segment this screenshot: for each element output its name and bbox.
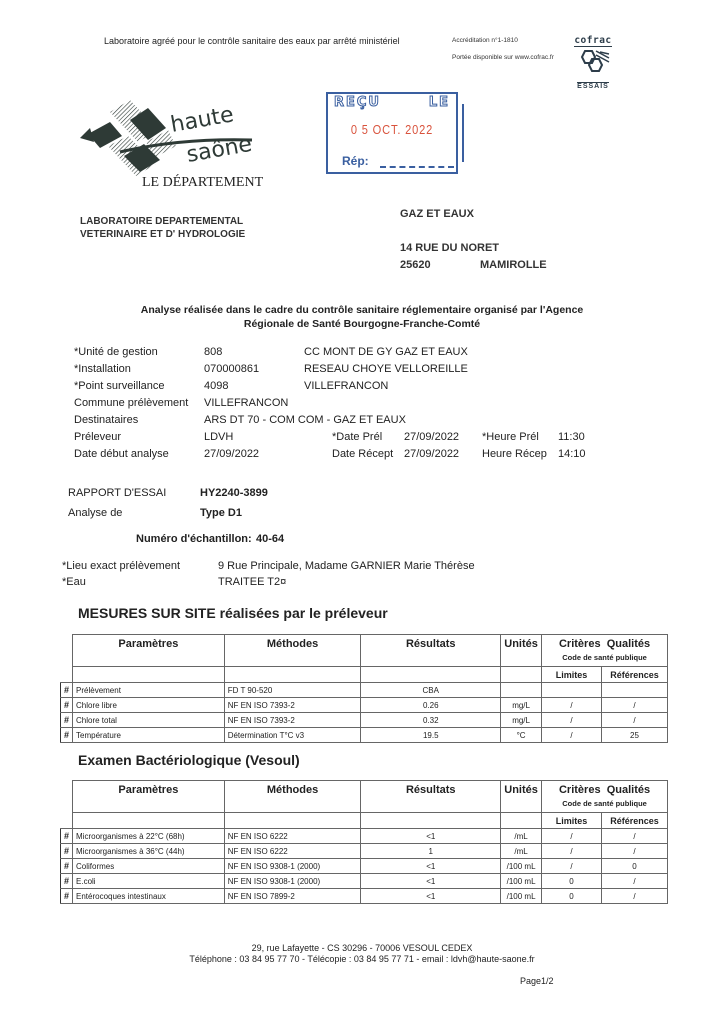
param-cell: Coliformes xyxy=(73,859,225,874)
value-code: 808 xyxy=(204,346,223,358)
row-marker: # xyxy=(61,889,73,904)
param-cell: Microorganismes à 36°C (44h) xyxy=(73,844,225,859)
cofrac-essais-label: ESSAIS xyxy=(577,83,609,90)
value: HY2240-3899 xyxy=(200,487,268,499)
param-cell: Chlore total xyxy=(73,713,225,728)
header-limites: Limites xyxy=(542,667,602,683)
ref-cell xyxy=(602,683,668,698)
result-cell: <1 xyxy=(361,874,501,889)
param-cell: Prélèvement xyxy=(73,683,225,698)
value: ARS DT 70 - COM COM - GAZ ET EAUX xyxy=(204,414,406,426)
logo-department-label: LE DÉPARTEMENT xyxy=(142,175,264,190)
label: *Lieu exact prélèvement xyxy=(62,560,181,572)
recipient-street: 14 RUE DU NORET xyxy=(400,242,500,254)
bacterio-title: Examen Bactériologique (Vesoul) xyxy=(78,752,300,768)
heure-prel-value: 11:30 xyxy=(558,431,585,443)
param-cell: Température xyxy=(73,728,225,743)
header-methodes: Méthodes xyxy=(224,635,361,667)
site-measures-table xyxy=(60,634,668,743)
header-references: Références xyxy=(601,813,667,829)
unit-cell: /100 mL xyxy=(501,889,542,904)
heure-prel-label: *Heure Prél xyxy=(482,431,539,443)
table-header-row xyxy=(61,635,668,667)
heure-recep-label: Heure Récep xyxy=(482,448,547,460)
value: LDVH xyxy=(204,431,234,443)
stamp-title-le: LE xyxy=(428,95,450,110)
ref-cell: / xyxy=(602,713,668,728)
label: *Eau xyxy=(62,576,86,588)
value: 9 Rue Principale, Madame GARNIER Marie Thérèse xyxy=(218,560,475,572)
method-cell: FD T 90-520 xyxy=(224,683,361,698)
row-marker: # xyxy=(61,698,73,713)
footer-address: 29, rue Lafayette - CS 30296 - 70006 VESOUL CEDEX xyxy=(251,943,473,953)
haute-saone-logo xyxy=(80,100,280,195)
unit-cell: mg/L xyxy=(501,713,542,728)
method-cell: NF EN ISO 6222 xyxy=(224,844,361,859)
header-references: Références xyxy=(602,667,668,683)
stamp-date: 0 5 OCT. 2022 xyxy=(350,122,434,137)
label: *Installation xyxy=(74,363,131,375)
result-cell: CBA xyxy=(361,683,501,698)
accreditation-number: Accréditation n°1-1810 xyxy=(452,37,518,44)
value: 27/09/2022 xyxy=(204,448,260,460)
cofrac-brand: cofrac xyxy=(574,35,612,46)
result-cell: 19.5 xyxy=(361,728,501,743)
table-header-row xyxy=(61,781,668,813)
label: Numéro d'échantillon: xyxy=(136,533,252,545)
accreditation-statement: Laboratoire agréé pour le contrôle sanitaire des eaux par arrêté ministériel xyxy=(104,36,400,46)
table-subheader-row xyxy=(61,667,668,683)
label: Destinataires xyxy=(74,414,139,426)
laboratory-name-line1: LABORATOIRE DEPARTEMENTAL xyxy=(80,216,244,227)
param-cell: Entérocoques intestinaux xyxy=(73,889,225,904)
footer xyxy=(0,943,724,965)
param-cell: E.coli xyxy=(73,874,225,889)
table-row xyxy=(61,859,668,874)
value: 40-64 xyxy=(256,533,285,545)
svg-text:saône: saône xyxy=(184,131,254,168)
value: VILLEFRANCON xyxy=(204,397,289,409)
recipient-postal-code: 25620 xyxy=(400,259,431,271)
limit-cell: / xyxy=(542,713,602,728)
method-cell: NF EN ISO 6222 xyxy=(224,829,361,844)
cofrac-logo xyxy=(568,30,618,93)
ref-cell: / xyxy=(601,889,667,904)
row-marker: # xyxy=(61,713,73,728)
unit-cell: /100 mL xyxy=(501,859,542,874)
date-recept-label: Date Récept xyxy=(332,448,394,460)
label: Date début analyse xyxy=(74,448,169,460)
table-row xyxy=(61,713,668,728)
intro-line1: Analyse réalisée dans le cadre du contrôle sanitaire réglementaire organisé par l'Agence xyxy=(140,304,584,316)
header-unites: Unités xyxy=(501,635,542,667)
footer-contact: Téléphone : 03 84 95 77 70 - Télécopie : 03 84 95 77 71 - email : ldvh@haute-saone.fr xyxy=(189,954,535,964)
ref-cell: / xyxy=(601,829,667,844)
limit-cell: / xyxy=(542,728,602,743)
table-row xyxy=(61,683,668,698)
value: Type D1 xyxy=(200,507,242,519)
header-criteres: Critères xyxy=(558,638,601,650)
result-cell: <1 xyxy=(361,859,501,874)
label: Analyse de xyxy=(68,507,123,519)
unit-cell: mg/L xyxy=(501,698,542,713)
label: *Unité de gestion xyxy=(74,346,158,358)
limit-cell: / xyxy=(542,859,602,874)
limit-cell: / xyxy=(542,844,602,859)
row-marker: # xyxy=(61,844,73,859)
param-cell: Chlore libre xyxy=(73,698,225,713)
header-criteres-qualites xyxy=(542,635,668,667)
limit-cell: 0 xyxy=(542,889,602,904)
header-resultats: Résultats xyxy=(361,635,501,667)
header-qualites: Qualités xyxy=(606,638,651,650)
method-cell: NF EN ISO 7393-2 xyxy=(224,713,361,728)
table-subheader-row xyxy=(61,813,668,829)
haute-saone-emblem-icon xyxy=(80,100,280,180)
header-methodes: Méthodes xyxy=(224,781,361,813)
date-prel-value: 27/09/2022 xyxy=(404,431,460,443)
value-code: 070000861 xyxy=(204,363,260,375)
table-row xyxy=(61,728,668,743)
received-stamp xyxy=(326,92,458,174)
value-name: CC MONT DE GY GAZ ET EAUX xyxy=(304,346,468,358)
method-cell: NF EN ISO 7393-2 xyxy=(224,698,361,713)
row-marker: # xyxy=(61,874,73,889)
header-code-sante: Code de santé publique xyxy=(562,653,647,662)
header-parametres: Paramètres xyxy=(73,635,225,667)
row-marker: # xyxy=(61,829,73,844)
method-cell: NF EN ISO 7899-2 xyxy=(224,889,361,904)
header-limites: Limites xyxy=(542,813,602,829)
value-name: RESEAU CHOYE VELLOREILLE xyxy=(304,363,468,375)
header-criteres-qualites xyxy=(542,781,668,813)
row-marker: # xyxy=(61,683,73,698)
ref-cell: 0 xyxy=(601,859,667,874)
ref-cell: / xyxy=(601,874,667,889)
label: *Point surveillance xyxy=(74,380,165,392)
unit-cell xyxy=(501,683,542,698)
header-unites: Unités xyxy=(501,781,542,813)
method-cell: Détermination T°C v3 xyxy=(224,728,361,743)
header-criteres: Critères xyxy=(558,784,601,796)
intro-line2: Régionale de Santé Bourgogne-Franche-Comté xyxy=(243,318,481,330)
limit-cell: / xyxy=(542,829,602,844)
unit-cell: /100 mL xyxy=(501,874,542,889)
result-cell: 0.32 xyxy=(361,713,501,728)
heure-recep-value: 14:10 xyxy=(558,448,586,460)
ref-cell: 25 xyxy=(602,728,668,743)
table-row xyxy=(61,698,668,713)
label: RAPPORT D'ESSAI xyxy=(68,487,167,499)
ref-cell: / xyxy=(602,698,668,713)
method-cell: NF EN ISO 9308-1 (2000) xyxy=(224,859,361,874)
stamp-side-bar xyxy=(462,104,464,162)
recipient-city: MAMIROLLE xyxy=(480,259,547,271)
analysis-intro xyxy=(0,303,724,331)
row-marker: # xyxy=(61,859,73,874)
svg-text:haute: haute xyxy=(168,102,236,138)
limit-cell: 0 xyxy=(542,874,602,889)
unit-cell: °C xyxy=(501,728,542,743)
label: Préleveur xyxy=(74,431,122,443)
result-cell: <1 xyxy=(361,829,501,844)
method-cell: NF EN ISO 9308-1 (2000) xyxy=(224,874,361,889)
value: TRAITEE T2¤ xyxy=(218,576,287,588)
unit-cell: /mL xyxy=(501,829,542,844)
param-cell: Microorganismes à 22°C (68h) xyxy=(73,829,225,844)
cofrac-hexagon-icon xyxy=(576,49,610,75)
result-cell: 1 xyxy=(361,844,501,859)
laboratory-name-line2: VETERINAIRE ET D' HYDROLOGIE xyxy=(80,229,246,240)
ref-cell: / xyxy=(601,844,667,859)
stamp-rep-line xyxy=(380,166,454,168)
header-code-sante: Code de santé publique xyxy=(562,799,647,808)
result-cell: 0.26 xyxy=(361,698,501,713)
label: Commune prélèvement xyxy=(74,397,189,409)
value-code: 4098 xyxy=(204,380,229,392)
stamp-rep-label: Rép: xyxy=(342,154,369,168)
table-row xyxy=(61,829,668,844)
row-marker: # xyxy=(61,728,73,743)
unit-cell: /mL xyxy=(501,844,542,859)
limit-cell xyxy=(542,683,602,698)
header-qualites: Qualités xyxy=(606,784,651,796)
value-name: VILLEFRANCON xyxy=(304,380,389,392)
bacterio-table xyxy=(60,780,668,904)
header-parametres: Paramètres xyxy=(73,781,225,813)
stamp-title-recu: REÇU xyxy=(334,95,381,110)
recipient-name: GAZ ET EAUX xyxy=(400,208,474,220)
date-recept-value: 27/09/2022 xyxy=(404,448,460,460)
table-row xyxy=(61,844,668,859)
date-prel-label: *Date Prél xyxy=(332,431,383,443)
result-cell: <1 xyxy=(361,889,501,904)
table-row xyxy=(61,874,668,889)
site-measures-title: MESURES SUR SITE réalisées par le préleveur xyxy=(78,605,388,621)
laboratory-name xyxy=(80,215,245,241)
page-number: Page1/2 xyxy=(520,976,554,986)
accreditation-scope: Portée disponible sur www.cofrac.fr xyxy=(452,54,554,61)
limit-cell: / xyxy=(542,698,602,713)
header-resultats: Résultats xyxy=(361,781,501,813)
table-row xyxy=(61,889,668,904)
